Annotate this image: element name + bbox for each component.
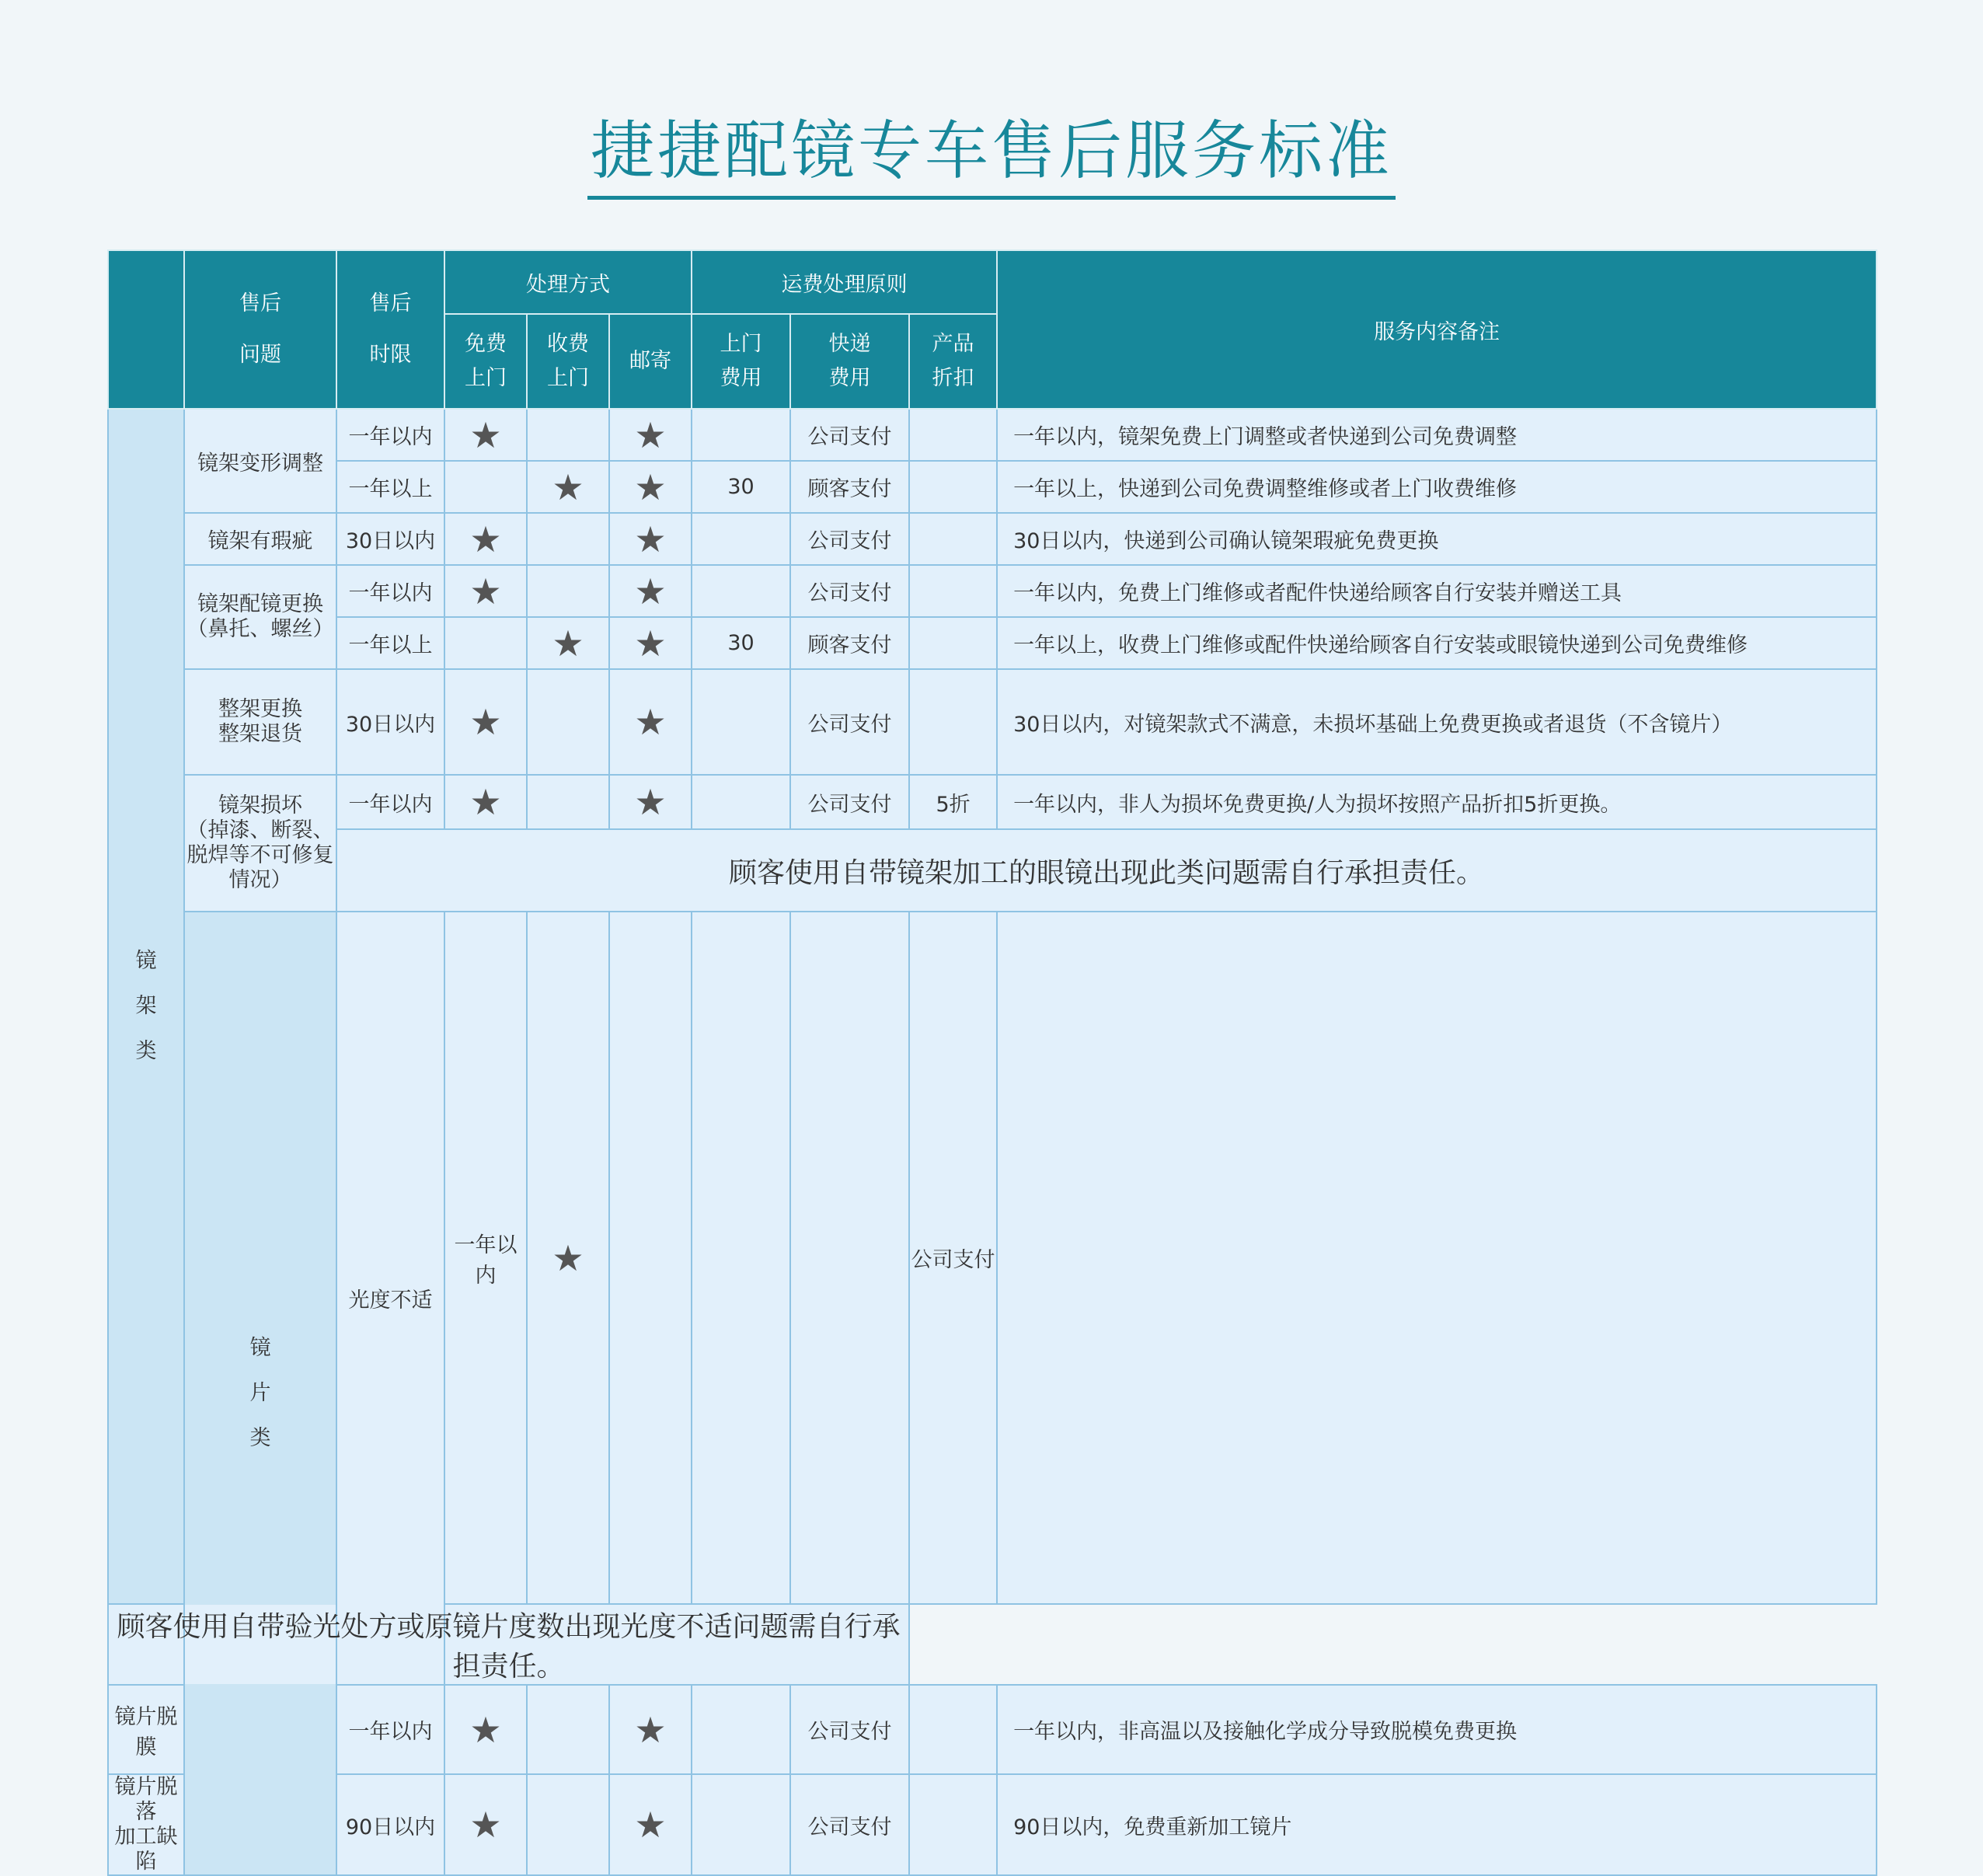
visit-fee-cell (790, 912, 909, 1604)
header-period-line: 售后 (369, 291, 412, 316)
star-icon: ★ (634, 622, 667, 664)
free-visit-cell (444, 565, 527, 617)
free-visit-cell (444, 1685, 527, 1774)
category-frame (108, 409, 184, 1604)
header-sub-line: 邮寄 (629, 349, 672, 373)
issue-line: 镜片脱落 (114, 1775, 178, 1824)
header-paid-visit (527, 314, 609, 409)
discount-cell (909, 1774, 997, 1875)
express-fee-cell: 公司支付 (790, 1685, 909, 1774)
star-icon: ★ (469, 1804, 502, 1846)
mail-cell (609, 409, 692, 461)
mail-cell (609, 1774, 692, 1875)
category-char: 镜 (249, 1336, 271, 1360)
issue-cell (184, 775, 336, 912)
table-row (108, 1604, 1877, 1685)
free-visit-cell (444, 513, 527, 565)
issue-line: 脱焊等不可修复 (186, 843, 334, 867)
period-cell: 一年以内 (336, 409, 444, 461)
table-row (108, 513, 1877, 565)
header-sub-line: 折扣 (932, 366, 974, 390)
star-icon: ★ (634, 701, 667, 743)
discount-cell (909, 669, 997, 775)
express-fee-cell: 公司支付 (790, 1774, 909, 1875)
header-visit-fee (692, 314, 790, 409)
page-title: 捷捷配镜专车售后服务标准 (587, 117, 1396, 200)
issue-cell (184, 565, 336, 669)
issue-line: 加工缺陷 (114, 1825, 178, 1874)
paid-visit-cell (527, 565, 609, 617)
table-row (108, 617, 1877, 669)
header-sub-line: 产品 (932, 332, 974, 356)
visit-fee-cell (692, 565, 790, 617)
issue-line: 镜架损坏 (218, 793, 302, 818)
visit-fee-cell (692, 513, 790, 565)
paid-visit-cell (527, 617, 609, 669)
paid-visit-cell (527, 409, 609, 461)
header-handling: 处理方式 (444, 250, 692, 314)
mail-cell (609, 513, 692, 565)
mail-cell (609, 1685, 692, 1774)
table-row (108, 669, 1877, 775)
express-fee-cell: 公司支付 (790, 775, 909, 829)
header-sub-line: 费用 (720, 366, 762, 390)
issue-cell: 光度不适 (336, 912, 444, 1685)
express-fee-cell: 公司支付 (790, 565, 909, 617)
star-icon: ★ (469, 518, 502, 560)
star-icon: ★ (552, 622, 584, 664)
table-row (108, 409, 1877, 461)
express-fee-cell: 顾客支付 (790, 617, 909, 669)
header-freight: 运费处理原则 (692, 250, 997, 314)
mail-cell (609, 565, 692, 617)
header-period (336, 250, 444, 409)
issue-line: （鼻托、螺丝） (186, 617, 334, 641)
issue-cell: 镜架变形调整 (184, 409, 336, 513)
note-cell: 一年以上，收费上门维修或配件快递给顾客自行安装或眼镜快递到公司免费维修 (997, 617, 1877, 669)
visit-fee-cell: 30 (692, 617, 790, 669)
discount-cell: 5折 (909, 775, 997, 829)
header-period-line: 时限 (369, 343, 412, 367)
table-row (108, 1685, 1877, 1774)
visit-fee-cell (692, 1685, 790, 1774)
free-visit-cell (444, 1774, 527, 1875)
issue-cell: 镜架有瑕疵 (184, 513, 336, 565)
period-cell: 30日以内 (336, 513, 444, 565)
issue-line: 整架退货 (218, 722, 302, 746)
star-icon: ★ (469, 570, 502, 612)
period-cell: 一年以内 (336, 565, 444, 617)
header-category-cell (108, 250, 184, 409)
star-icon: ★ (469, 1708, 502, 1751)
issue-cell (108, 1774, 184, 1875)
issue-line: （掉漆、断裂、 (186, 818, 334, 842)
star-icon: ★ (634, 518, 667, 560)
free-visit-cell (444, 461, 527, 513)
header-issue-line: 售后 (239, 291, 281, 316)
star-icon: ★ (634, 570, 667, 612)
mail-cell (692, 912, 790, 1604)
disclaimer-cell: 顾客使用自带镜架加工的眼镜出现此类问题需自行承担责任。 (336, 829, 1877, 912)
header-notes: 服务内容备注 (997, 250, 1877, 409)
paid-visit-cell (527, 461, 609, 513)
category-char: 架 (135, 994, 157, 1018)
period-cell: 一年以内 (444, 912, 527, 1604)
header-discount (909, 314, 997, 409)
note-cell: 90日以内，免费重新加工镜片 (997, 1774, 1877, 1875)
period-cell: 一年以上 (336, 617, 444, 669)
note-cell: 一年以内，非人为损坏免费更换/人为损坏按照产品折扣5折更换。 (997, 775, 1877, 829)
header-sub-line: 上门 (465, 366, 507, 390)
table-row (108, 775, 1877, 829)
express-fee-cell: 公司支付 (909, 912, 997, 1604)
visit-fee-cell (692, 669, 790, 775)
express-fee-cell: 公司支付 (790, 669, 909, 775)
express-fee-cell: 顾客支付 (790, 461, 909, 513)
note-cell: 一年以内，免费上门维修或者配件快递给顾客自行安装并赠送工具 (997, 565, 1877, 617)
note-cell: 一年以上，快递到公司免费调整维修或者上门收费维修 (997, 461, 1877, 513)
star-icon: ★ (552, 1236, 584, 1279)
free-visit-cell (527, 912, 609, 1604)
table-row (108, 461, 1877, 513)
category-lens (184, 912, 336, 1875)
star-icon: ★ (634, 1804, 667, 1846)
category-char: 类 (249, 1426, 271, 1450)
visit-fee-cell (692, 775, 790, 829)
issue-line: 情况） (228, 868, 292, 892)
header-mail (609, 314, 692, 409)
note-cell: 30日以内，对镜架款式不满意，未损坏基础上免费更换或者退货（不含镜片） (997, 669, 1877, 775)
star-icon: ★ (469, 781, 502, 823)
header-sub-line: 免费 (465, 332, 507, 356)
category-char: 镜 (135, 949, 157, 973)
category-char: 片 (249, 1381, 271, 1405)
table-row (108, 912, 1877, 1604)
paid-visit-cell (609, 912, 692, 1604)
paid-visit-cell (527, 1685, 609, 1774)
star-icon: ★ (552, 466, 584, 508)
title-wrap (0, 114, 1983, 200)
mail-cell (609, 461, 692, 513)
header-express-fee (790, 314, 909, 409)
mail-cell (609, 617, 692, 669)
category-char: 类 (135, 1039, 157, 1063)
paid-visit-cell (527, 513, 609, 565)
issue-cell (184, 669, 336, 775)
period-cell: 30日以内 (336, 669, 444, 775)
discount-cell (909, 409, 997, 461)
period-cell: 一年以内 (336, 1685, 444, 1774)
star-icon: ★ (469, 413, 502, 456)
free-visit-cell (444, 617, 527, 669)
mail-cell (609, 775, 692, 829)
issue-cell: 镜片脱膜 (108, 1685, 184, 1774)
note-cell: 30日以内，快递到公司确认镜架瑕疵免费更换 (997, 513, 1877, 565)
issue-line: 镜架配镜更换 (197, 592, 323, 616)
star-icon: ★ (469, 701, 502, 743)
free-visit-cell (444, 669, 527, 775)
service-standard-table (107, 249, 1877, 1876)
star-icon: ★ (634, 413, 667, 456)
header-sub-line: 上门 (547, 366, 589, 390)
table-row (108, 565, 1877, 617)
express-fee-cell: 公司支付 (790, 409, 909, 461)
paid-visit-cell (527, 1774, 609, 1875)
discount-cell (909, 565, 997, 617)
header-sub-line: 快递 (828, 332, 871, 356)
mail-cell (609, 669, 692, 775)
discount-cell (909, 617, 997, 669)
header-issue (184, 250, 336, 409)
disclaimer-cell: 顾客使用自带验光处方或原镜片度数出现光度不适问题需自行承担责任。 (108, 1604, 909, 1685)
table-row (108, 1774, 1877, 1875)
header-issue-line: 问题 (239, 343, 281, 367)
discount-cell (909, 513, 997, 565)
table-header (108, 250, 1877, 409)
note-cell: 一年以内，非高温以及接触化学成分导致脱模免费更换 (997, 1685, 1877, 1774)
express-fee-cell: 公司支付 (790, 513, 909, 565)
star-icon: ★ (634, 781, 667, 823)
star-icon: ★ (634, 466, 667, 508)
header-sub-line: 上门 (720, 332, 762, 356)
note-cell: 一年以内，镜架免费上门调整或者快递到公司免费调整 (997, 409, 1877, 461)
header-sub-line: 收费 (547, 332, 589, 356)
period-cell: 90日以内 (336, 1774, 444, 1875)
visit-fee-cell (692, 409, 790, 461)
issue-line: 整架更换 (218, 697, 302, 721)
header-sub-line: 费用 (828, 366, 871, 390)
visit-fee-cell (692, 1774, 790, 1875)
discount-cell (909, 1685, 997, 1774)
star-icon: ★ (634, 1708, 667, 1751)
discount-cell (997, 912, 1877, 1604)
period-cell: 一年以上 (336, 461, 444, 513)
free-visit-cell (444, 409, 527, 461)
free-visit-cell (444, 775, 527, 829)
paid-visit-cell (527, 775, 609, 829)
header-free-visit (444, 314, 527, 409)
table-row (108, 829, 1877, 912)
period-cell: 一年以内 (336, 775, 444, 829)
visit-fee-cell: 30 (692, 461, 790, 513)
paid-visit-cell (527, 669, 609, 775)
discount-cell (909, 461, 997, 513)
